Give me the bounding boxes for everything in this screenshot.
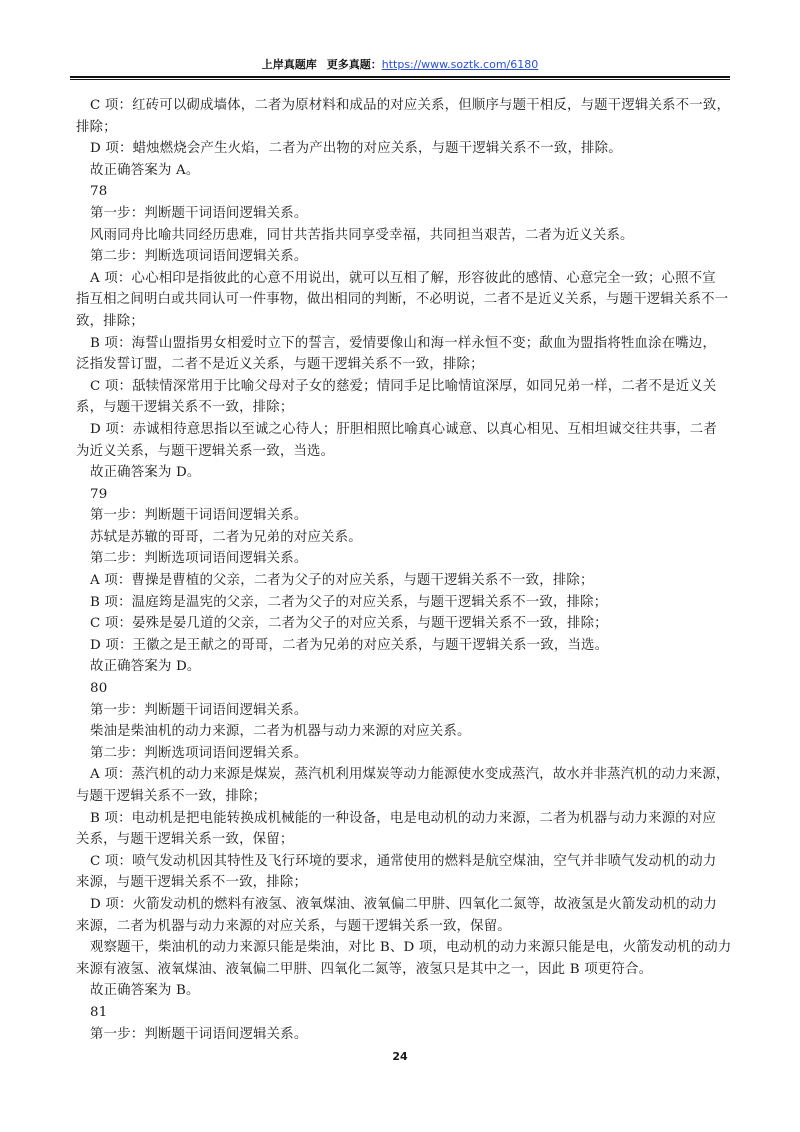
body-line: 80 xyxy=(90,681,108,697)
header-rule-thin xyxy=(70,79,730,80)
body-line-continuation: 系，与题干逻辑关系不一致，排除； xyxy=(76,400,294,416)
body-line: 第一步：判断题干词语间逻辑关系。 xyxy=(90,205,308,221)
body-line: C 项：晏殊是晏几道的父亲，二者为父子的对应关系，与题干逻辑关系不一致，排除； xyxy=(90,616,608,632)
body-line-continuation: 指互相之间明白或共同认可一件事物，做出相同的判断，不必明说，二者不是近义关系，与题干逻辑关系不一 xyxy=(76,292,729,308)
body-line: 风雨同舟比喻共同经历患难，同甘共苦指共同享受幸福，共同担当艰苦，二者为近义关系。 xyxy=(90,227,634,243)
body-line: 第一步：判断题干词语间逻辑关系。 xyxy=(90,1026,308,1042)
body-line: 第一步：判断题干词语间逻辑关系。 xyxy=(90,508,308,524)
page-header xyxy=(70,56,730,72)
body-line-continuation: 为近义关系，与题干逻辑关系一致，当选。 xyxy=(76,443,335,459)
body-line: 第一步：判断题干词语间逻辑关系。 xyxy=(90,702,308,718)
page-number: 24 xyxy=(392,1050,408,1063)
body-line: 柴油是柴油机的动力来源，二者为机器与动力来源的对应关系。 xyxy=(90,724,471,740)
body-line: B 项：温庭筠是温宪的父亲，二者为父子的对应关系，与题干逻辑关系不一致，排除； xyxy=(90,594,608,610)
body-line: A 项：心心相印是指彼此的心意不用说出，就可以互相了解，形容彼此的感情、心意完全一致；心照不宣 xyxy=(90,270,716,286)
body-line: 故正确答案为 D。 xyxy=(90,659,201,675)
body-line: D 项：火箭发动机的燃料有液氢、液氧煤油、液氧偏二甲肼、四氧化二氮等，故液氢是火箭发动机的动力 xyxy=(90,896,717,912)
body-line: A 项：蒸汽机的动力来源是煤炭，蒸汽机利用煤炭等动力能源使水变成蒸汽，故水并非蒸汽机的动力来源， xyxy=(90,767,730,783)
body-line-continuation: 来源，二者为机器与动力来源的对应关系，与题干逻辑关系一致，保留。 xyxy=(76,918,511,934)
body-line-continuation: 泛指发誓订盟，二者不是近义关系，与题干逻辑关系不一致，排除； xyxy=(76,357,484,373)
header-rule xyxy=(70,76,730,78)
body-line: 第二步：判断选项词语间逻辑关系。 xyxy=(90,551,308,567)
body-line: C 项：舐犊情深常用于比喻父母对子女的慈爱；情同手足比喻情谊深厚，如同兄弟一样，二者不是近义关 xyxy=(90,378,717,394)
body-line: 81 xyxy=(90,1004,108,1020)
body-line: D 项：蜡烛燃烧会产生火焰，二者为产出物的对应关系，与题干逻辑关系不一致，排除。 xyxy=(90,141,622,157)
body-line: 第二步：判断选项词语间逻辑关系。 xyxy=(90,249,308,265)
body-line: 苏轼是苏辙的哥哥，二者为兄弟的对应关系。 xyxy=(90,529,362,545)
body-line: B 项：海誓山盟指男女相爱时立下的誓言，爱情要像山和海一样永恒不变；歃血为盟指将牲血涂在嘴边， xyxy=(90,335,717,351)
body-line: 78 xyxy=(90,184,108,200)
body-line-continuation: 来源有液氢、液氧煤油、液氧偏二甲肼、四氧化二氮等，液氢只是其中之一，因此 B 项更符合。 xyxy=(76,961,653,977)
header-brand: 上岸真题库 xyxy=(261,58,317,71)
body-line: 故正确答案为 B。 xyxy=(90,983,200,999)
body-line: A 项：曹操是曹植的父亲，二者为父子的对应关系，与题干逻辑关系不一致，排除； xyxy=(90,573,594,589)
body-line-continuation: 关系，与题干逻辑关系一致，保留； xyxy=(76,832,294,848)
body-line: B 项：电动机是把电能转换成机械能的一种设备，电是电动机的动力来源，二者为机器与动力来源的对应 xyxy=(90,810,717,826)
body-line: 第二步：判断选项词语间逻辑关系。 xyxy=(90,745,308,761)
document-body xyxy=(76,95,740,1045)
header-url-link[interactable]: https://www.soztk.com/6180 xyxy=(381,58,539,71)
body-line-continuation: 排除； xyxy=(76,119,117,135)
body-line: 观察题干，柴油机的动力来源只能是柴油，对比 B、D 项，电动机的动力来源只能是电，火箭发动机的动力 xyxy=(90,940,732,956)
body-line: 故正确答案为 A。 xyxy=(90,162,200,178)
body-line-continuation: 来源，与题干逻辑关系不一致，排除； xyxy=(76,875,308,891)
body-line: C 项：喷气发动机因其特性及飞行环境的要求，通常使用的燃料是航空煤油，空气并非喷气发动机的动力 xyxy=(90,853,717,869)
header-label: 更多真题： xyxy=(326,58,382,71)
body-line: 故正确答案为 D。 xyxy=(90,465,201,481)
body-line-continuation: 与题干逻辑关系不一致，排除； xyxy=(76,789,267,804)
body-line: 79 xyxy=(90,486,108,502)
body-line-continuation: 致，排除； xyxy=(76,313,144,329)
body-line: C 项：红砖可以砌成墙体，二者为原材料和成品的对应关系，但顺序与题干相反，与题干逻辑关系不一致， xyxy=(90,98,731,113)
body-line: D 项：赤诚相待意思指以至诚之心待人；肝胆相照比喻真心诚意、以真心相见、互相坦诚交往共事，二者 xyxy=(90,421,717,437)
body-line: D 项：王徽之是王献之的哥哥，二者为兄弟的对应关系，与题干逻辑关系一致，当选。 xyxy=(90,637,609,653)
